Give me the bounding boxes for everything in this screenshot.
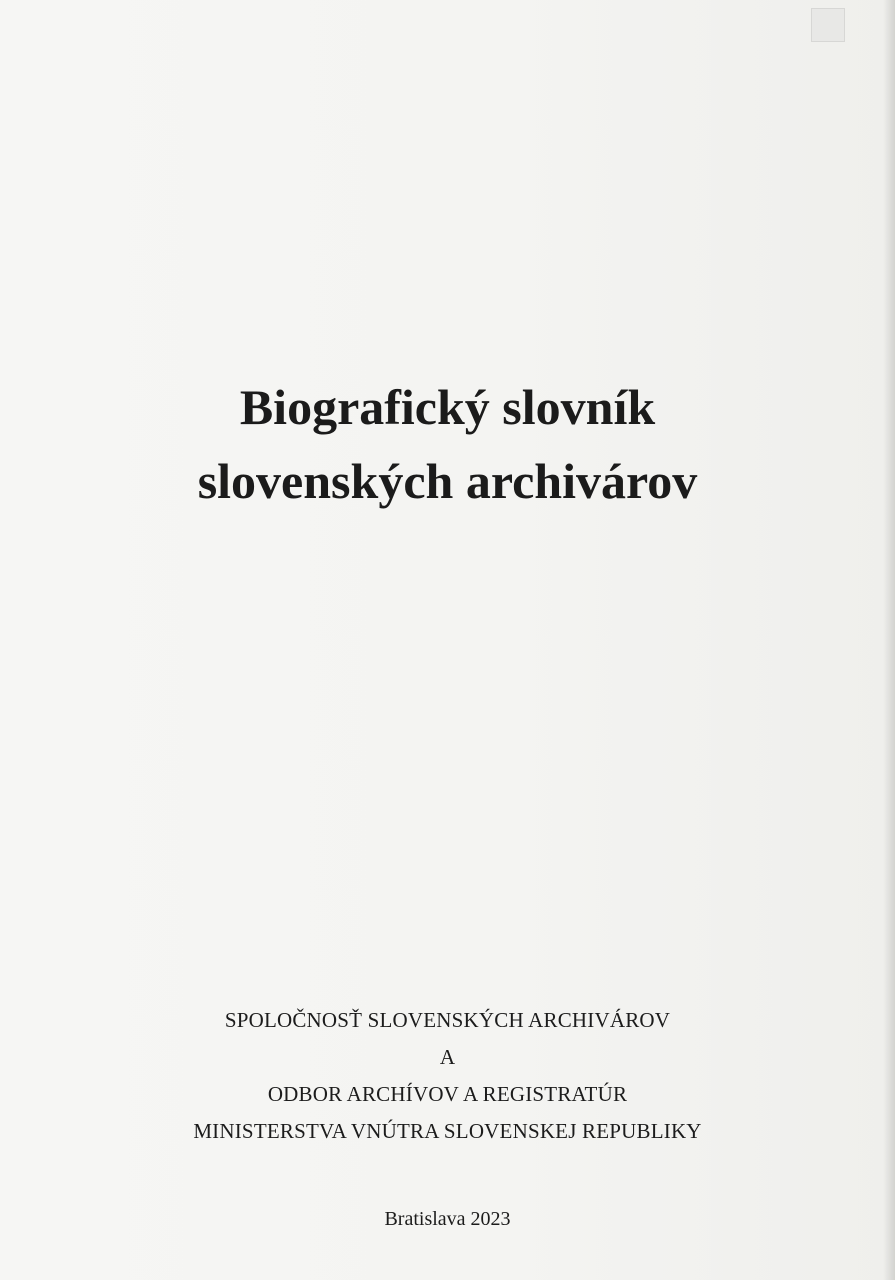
publisher-line-1: SPOLOČNOSŤ SLOVENSKÝCH ARCHIVÁROV [224,1008,671,1032]
book-title-line-2: slovenských archivárov [197,453,698,509]
bleed-through-mark [811,8,845,42]
publisher-line-4: MINISTERSTVA VNÚTRA SLOVENSKEJ REPUBLIKY [193,1119,702,1143]
publisher-line-3: ODBOR ARCHÍVOV A REGISTRATÚR [267,1082,628,1106]
imprint-place-year: Bratislava 2023 [384,1208,511,1230]
publisher-line-2: A [439,1045,456,1069]
book-title [0,370,895,518]
book-title-line-1: Biografický slovník [239,379,656,435]
publisher-block [0,1002,895,1150]
